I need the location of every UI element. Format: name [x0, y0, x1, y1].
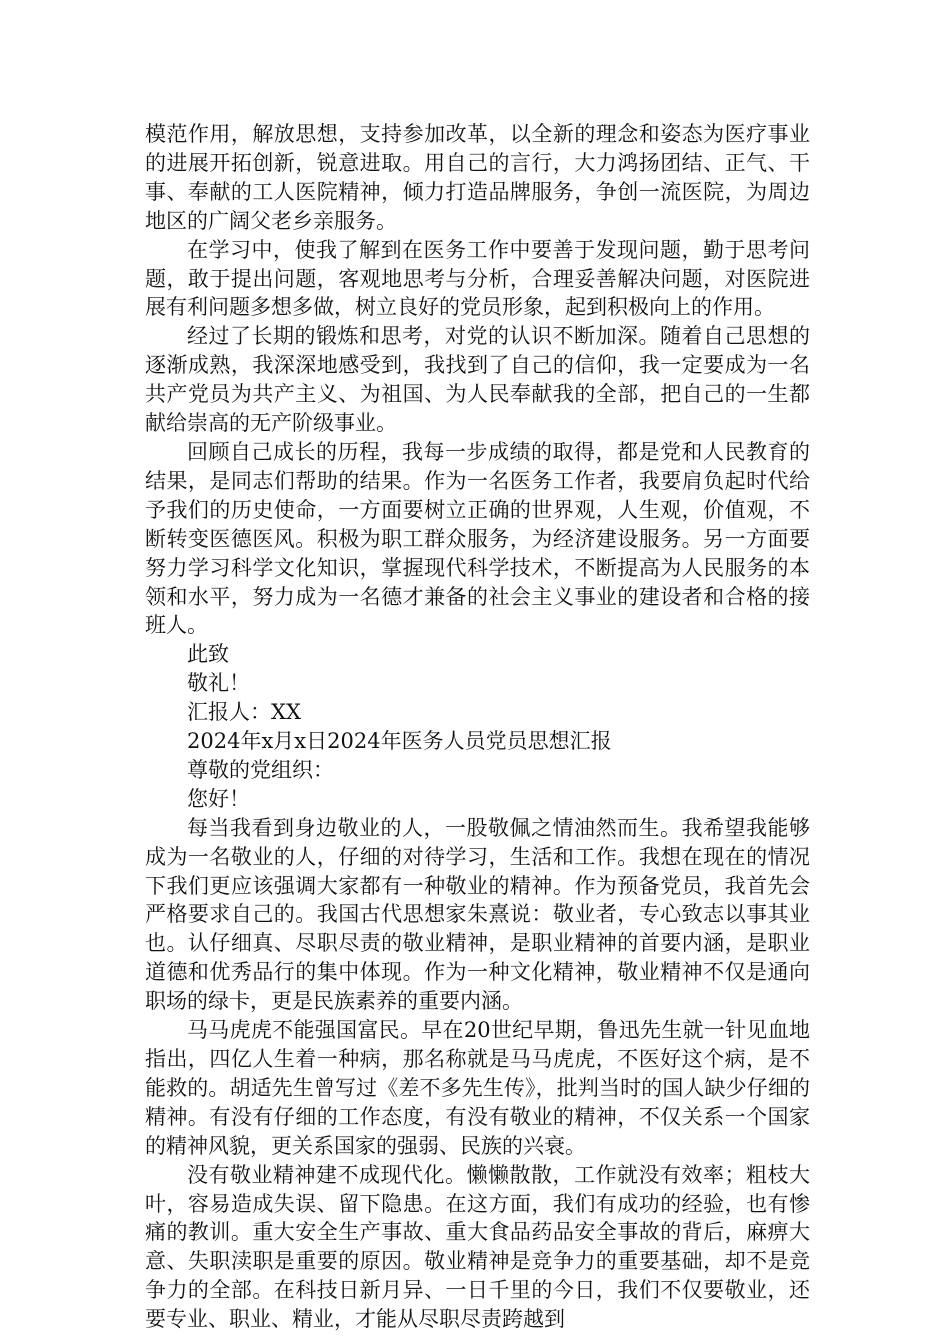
paragraph-modernization: 没有敬业精神建不成现代化。懒懒散散，工作就没有效率；粗枝大叶，容易造成失误、留下隐患。在这方面，我们有成功的经验，也有惨痛的教训。重大安全生产事故、重大食品药品安全事故的背后，麻痹大意、失职渎职是重要的原因。敬业精神是竞争力的重要基础，却不是竞争力的全部。在科技日新月异、一日千里的今日，我们不仅要敬业，还要专业、职业、精业，才能从尽职尽责跨越到	[145, 1162, 810, 1332]
closing-respect: 敬礼！	[187, 671, 250, 696]
paragraph-carelessness: 马马虎虎不能强国富民。早在20世纪早期，鲁迅先生就一针见血地指出，四亿人生着一种病，那名称就是马马虎虎，不医好这个病，是不能救的。胡适先生曾写过《差不多先生传》，批判当时的国人缺少仔细的精神。有没有仔细的工作态度，有没有敬业的精神，不仅关系一个国家的精神风貌，更关系国家的强弱、民族的兴衰。	[145, 1018, 810, 1158]
closing-salutation: 此致	[187, 642, 229, 667]
paragraph-learning: 在学习中，使我了解到在医务工作中要善于发现问题，勤于思考问题，敢于提出问题，客观地思考与分析，合理妥善解决问题，对医院进展有利问题多想多做，树立良好的党员形象，起到积极向上的作用。	[145, 237, 810, 320]
paragraph-dedication: 每当我看到身边敬业的人，一股敬佩之情油然而生。我希望我能够成为一名敬业的人，仔细的对待学习，生活和工作。我想在现在的情况下我们更应该强调大家都有一种敬业的精神。作为预备党员，我首先会严格要求自己的。我国古代思想家朱熹说：敬业者，专心致志以事其业也。认仔细真、尽职尽责的敬业精神，是职业精神的首要内涵，是职业道德和优秀品行的集中体现。作为一种文化精神，敬业精神不仅是通向职场的绿卡，更是民族素养的重要内涵。	[145, 815, 810, 1014]
greeting-party: 尊敬的党组织：	[187, 757, 334, 782]
paragraph-understanding: 经过了长期的锻炼和思考，对党的认识不断加深。随着自己思想的逐渐成熟，我深深地感受到，我找到了自己的信仰，我一定要成为一名共产党员为共产主义、为祖国、为人民奉献我的全部，把自己的一生都献给崇高的无产阶级事业。	[145, 324, 810, 436]
paragraph-review: 回顾自己成长的历程，我每一步成绩的取得，都是党和人民教育的结果，是同志们帮助的结果。作为一名医务工作者，我要肩负起时代给予我们的历史使命，一方面要树立正确的世界观，人生观，价值观，不断转变医德医风。积极为职工群众服务，为经济建设服务。另一方面要努力学习科学文化知识，掌握现代科学技术，不断提高为人民服务的本领和水平，努力成为一名德才兼备的社会主义事业的建设者和合格的接班人。	[145, 439, 810, 638]
reporter-name: 汇报人：XX	[187, 700, 301, 725]
greeting-hello: 您好！	[187, 786, 250, 811]
paragraph-continuation: 模范作用，解放思想，支持参加改革，以全新的理念和姿态为医疗事业的进展开拓创新，锐意进取。用自己的言行，大力鸿扬团结、正气、干事、奉献的工人医院精神，倾力打造品牌服务，争创一流医院，为周边地区的广阔父老乡亲服务。	[145, 122, 810, 233]
document-page	[145, 120, 810, 1334]
date-and-title: 2024年x月x日2024年医务人员党员思想汇报	[187, 729, 612, 754]
